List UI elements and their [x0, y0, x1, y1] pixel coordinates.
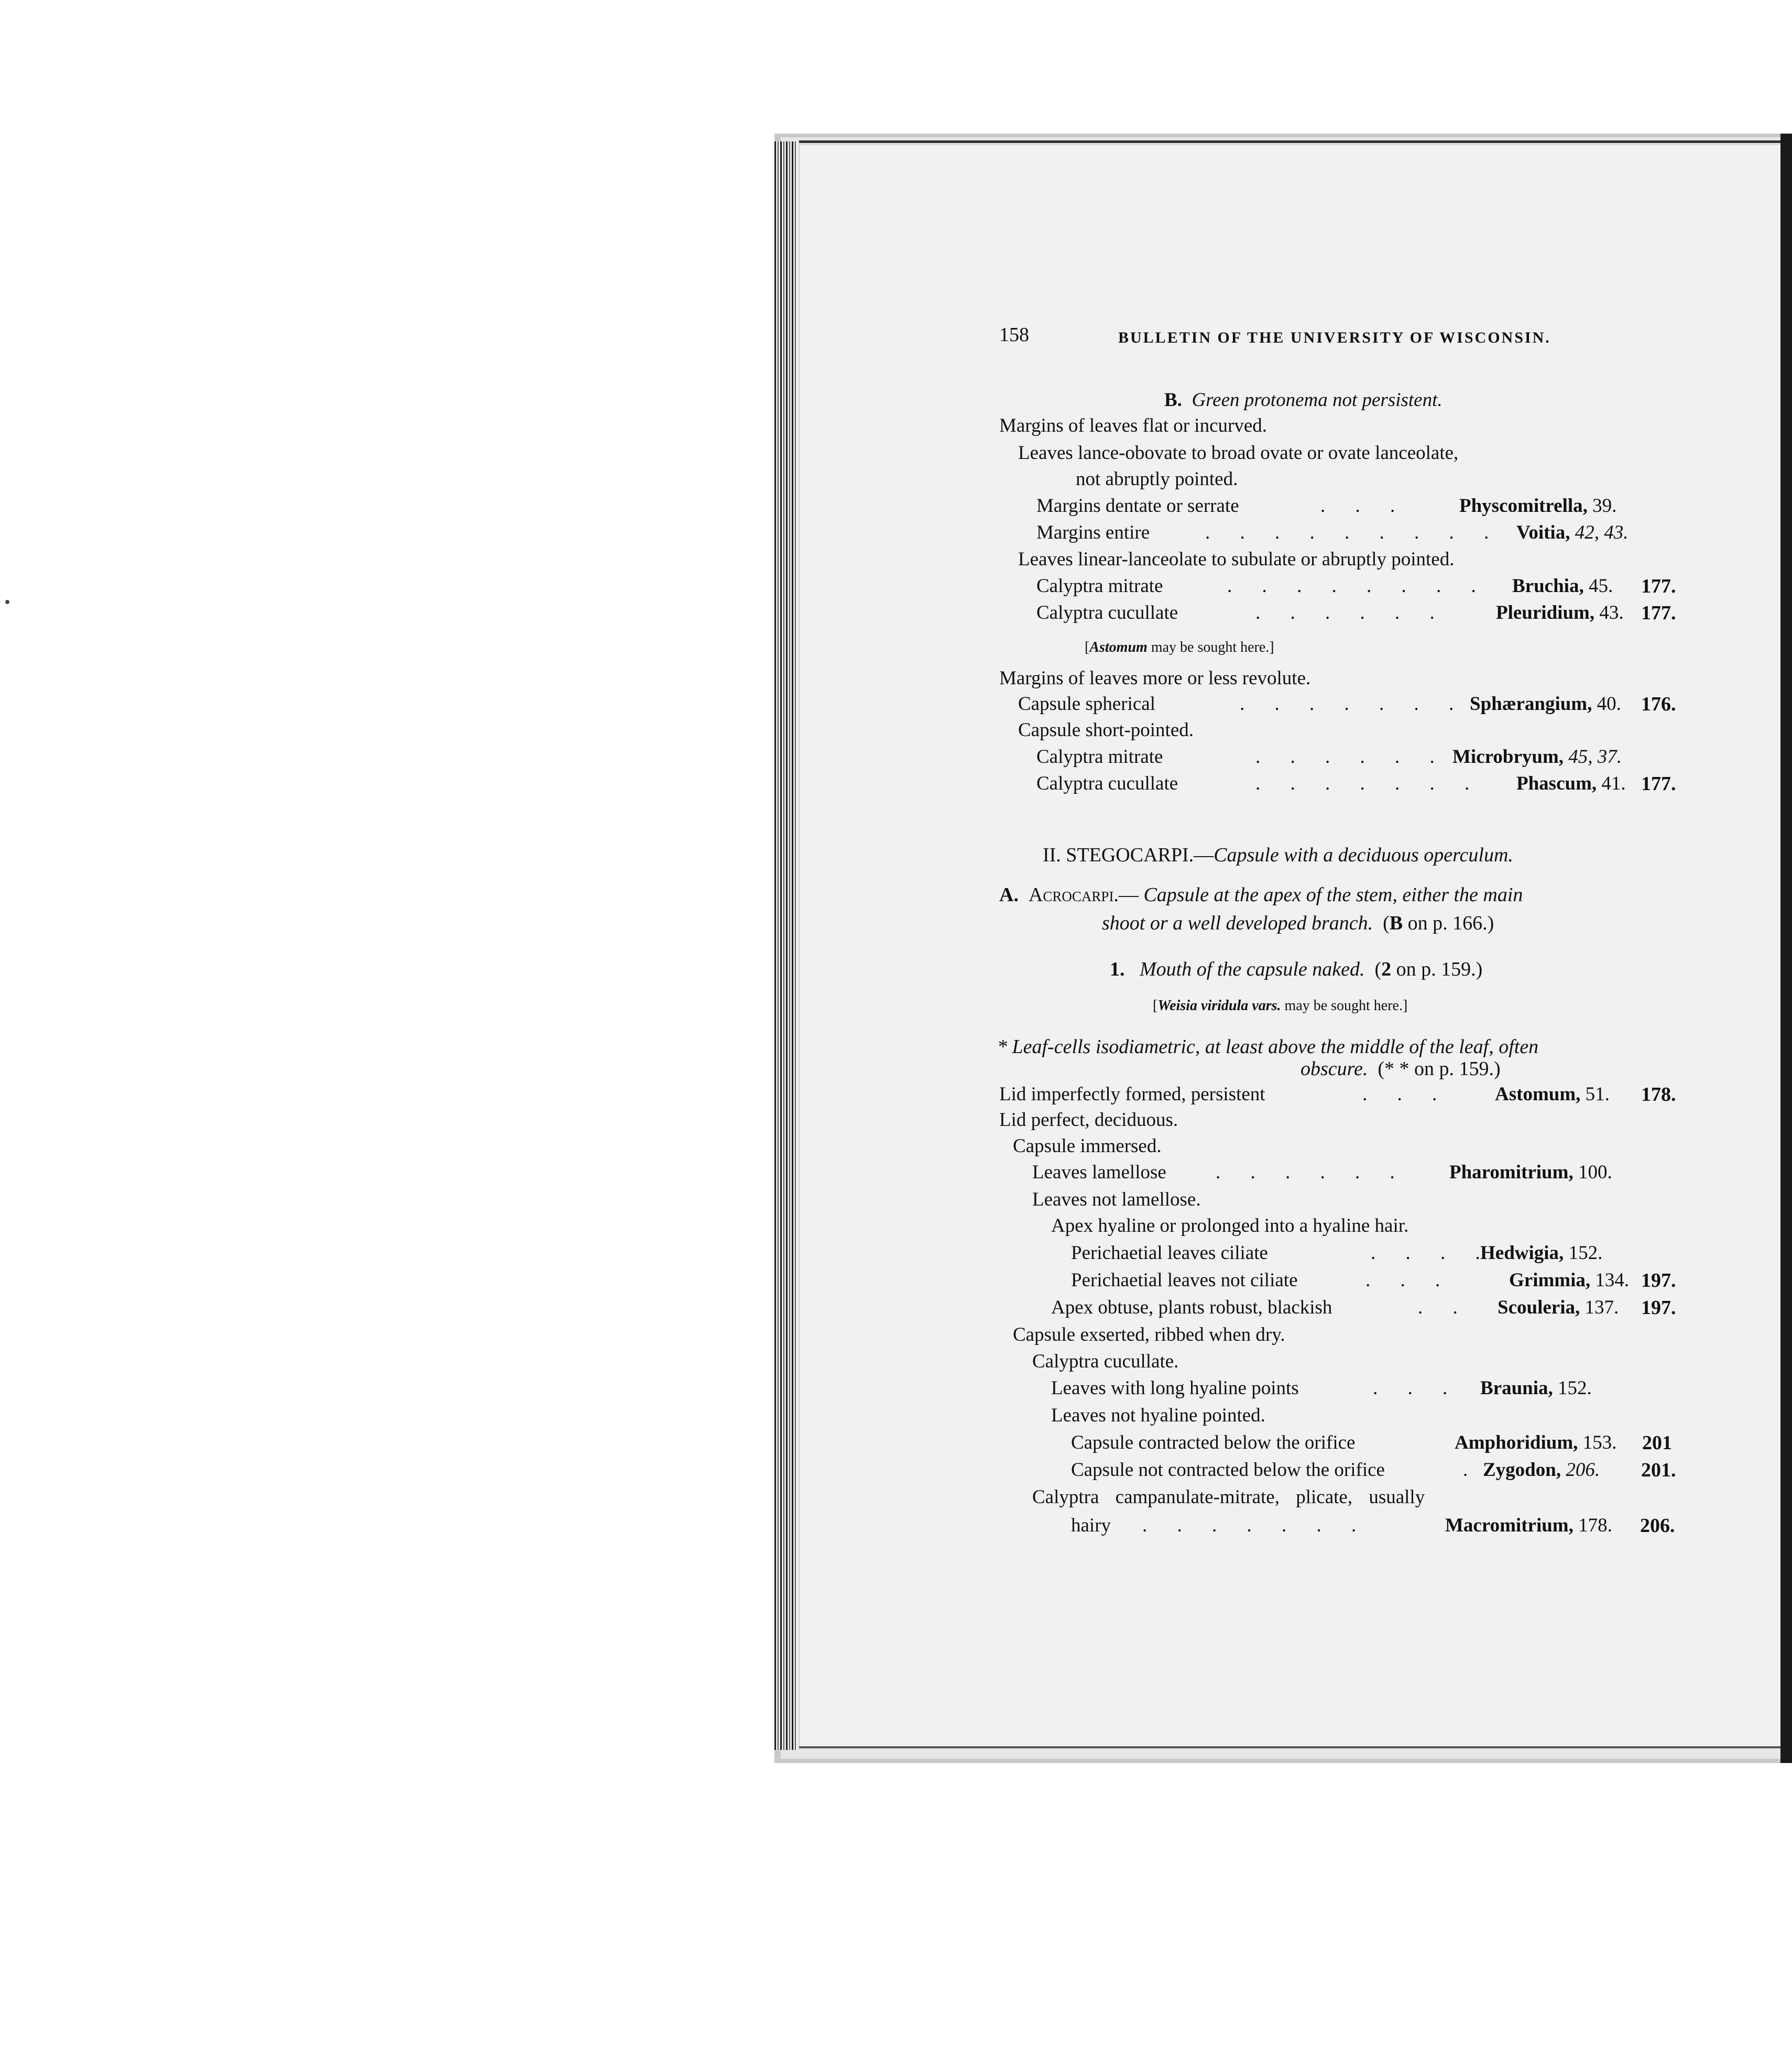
genus-name: Braunia, [1480, 1377, 1553, 1399]
ref-letter: B [1389, 912, 1403, 934]
key-line: Calyptra cucullate [1036, 602, 1178, 623]
genus-name: Scouleria, [1498, 1297, 1580, 1318]
page-top-edge [799, 140, 1784, 143]
page-ref: 100. [1578, 1162, 1612, 1183]
facing-page-edge [1780, 134, 1792, 1763]
genus-entry [1483, 1459, 1600, 1482]
genus-name: Macromitrium, [1445, 1515, 1574, 1536]
leader-dots: . [1463, 1459, 1481, 1481]
bracket: [ [1153, 998, 1158, 1014]
star-desc: Leaf-cells isodiametric, at least above the middle of the leaf, often [1012, 1036, 1539, 1058]
page-number-ref: 177. [1641, 575, 1676, 597]
genus-entry [1470, 693, 1621, 716]
genus-name: Phascum, [1516, 773, 1597, 794]
key-line: Calyptra campanulate-mitrate, plicate, usually [1032, 1486, 1425, 1508]
note-text: may be sought here.] [1151, 639, 1274, 655]
ref-bracket: ( [1383, 912, 1390, 934]
page-ref: 39. [1592, 495, 1617, 517]
star-desc: obscure. [1301, 1058, 1368, 1080]
leader-dots: . . . . . . [1255, 746, 1447, 768]
page-bottom-edge [799, 1746, 1784, 1748]
genus-entry [1452, 746, 1622, 769]
page-number-ref: 177. [1641, 773, 1676, 795]
leader-dots: . . [1418, 1297, 1470, 1318]
genus-name: Physcomitrella, [1459, 495, 1588, 517]
key-line: Margins of leaves flat or incurved. [999, 415, 1267, 436]
subsection-number: 1. [1110, 958, 1125, 980]
genus-entry [1449, 1161, 1612, 1184]
genus-entry [1509, 1269, 1629, 1292]
key-line: Calyptra cucullate. [1032, 1351, 1179, 1372]
key-line: Leaves not hyaline pointed. [1051, 1405, 1265, 1426]
key-line: Leaves lamellose [1032, 1162, 1166, 1183]
star-marker: * [997, 1036, 1007, 1058]
section-desc: shoot or a well developed branch. [1102, 912, 1373, 934]
genus-entry [1495, 1083, 1610, 1106]
ref-text: on p. 159.) [1396, 958, 1483, 980]
section-a-continuation [1102, 912, 1494, 935]
page-ref: 43. [1599, 602, 1624, 623]
page-ref: 51. [1585, 1083, 1610, 1105]
key-line: Leaves lance-obovate to broad ovate or ovate lanceolate, [1018, 442, 1459, 464]
page-number-ref: 201 [1642, 1432, 1672, 1454]
key-line: not abruptly pointed. [1076, 468, 1238, 490]
page-number-ref: 177. [1641, 602, 1676, 624]
key-line: Calyptra cucullate [1036, 773, 1178, 794]
key-line: Leaves not lamellose. [1032, 1189, 1201, 1210]
page-number-ref: 201. [1641, 1459, 1676, 1481]
key-line: Lid perfect, deciduous. [999, 1109, 1178, 1131]
leader-dots: . . . . . . . [1240, 693, 1467, 715]
page-ref: 134. [1595, 1269, 1630, 1291]
genus-entry [1496, 601, 1624, 625]
note-text: may be sought here.] [1284, 998, 1408, 1014]
genus-entry [1516, 521, 1628, 544]
page-ref: 40. [1597, 693, 1621, 715]
leader-dots: . . . [1320, 495, 1408, 517]
page-number-ref: 176. [1641, 693, 1676, 715]
key-line: hairy [1071, 1515, 1111, 1536]
key-line: Margins entire [1036, 522, 1150, 543]
genus-entry [1498, 1296, 1619, 1319]
section-a-heading [999, 883, 1523, 906]
genus-name: Astomum [1089, 639, 1148, 655]
section-desc: Capsule at the apex of the stem, either the main [1143, 884, 1523, 906]
section-b-heading [1164, 389, 1443, 412]
key-line: Margins dentate or serrate [1036, 495, 1239, 517]
running-head: BULLETIN OF THE UNIVERSITY OF WISCONSIN. [1118, 329, 1551, 346]
section-desc: Capsule with a deciduous operculum. [1214, 844, 1513, 866]
genus-name: Voitia, [1516, 522, 1570, 543]
genus-name: Bruchia, [1512, 575, 1584, 597]
leader-dots: . . . . . . [1216, 1162, 1407, 1183]
page-number-ref: 178. [1641, 1083, 1676, 1105]
page-ref: 42, 43. [1575, 522, 1629, 543]
page-number-ref: 206. [1640, 1515, 1675, 1537]
genus-name: Astomum, [1495, 1083, 1581, 1105]
genus-name: Grimmia, [1509, 1269, 1591, 1291]
key-line: Capsule immersed. [1013, 1135, 1162, 1157]
subsection-title: Mouth of the capsule naked. [1140, 958, 1365, 980]
leader-dots: . . . . [1371, 1242, 1493, 1264]
genus-entry [1445, 1514, 1612, 1537]
key-line: Lid imperfectly formed, persistent [999, 1083, 1265, 1105]
genus-name: Zygodon, [1483, 1459, 1561, 1481]
page-number-ref: 197. [1641, 1297, 1676, 1319]
genus-name: Pleuridium, [1496, 602, 1595, 623]
page-number: 158 [999, 324, 1029, 346]
subsection-1-heading [1110, 958, 1482, 981]
leader-dots: . . . . . . . [1142, 1515, 1369, 1536]
genus-name: Pharomitrium, [1449, 1162, 1574, 1183]
key-line: Apex hyaline or prolonged into a hyaline hair. [1051, 1215, 1409, 1236]
page-ref: 206. [1566, 1459, 1600, 1481]
star-continuation [1301, 1057, 1501, 1080]
genus-entry [1459, 495, 1616, 518]
genus-entry [1480, 1242, 1602, 1265]
page-ref: 45. [1588, 575, 1613, 597]
genus-entry [1480, 1377, 1592, 1400]
bracket: [ [1085, 639, 1090, 655]
key-line: Perichaetial leaves ciliate [1071, 1242, 1268, 1264]
page-ref: 137. [1585, 1297, 1619, 1318]
key-line: Perichaetial leaves not ciliate [1071, 1269, 1298, 1291]
bracket-note [1153, 994, 1407, 1017]
key-line: Calyptra mitrate [1036, 575, 1163, 597]
leader-dots: . . . . . . . . [1227, 575, 1489, 597]
page-ref: 153. [1582, 1432, 1617, 1453]
genus-name: Sphærangium, [1470, 693, 1592, 715]
page-number-ref: 197. [1641, 1269, 1676, 1291]
bracket-note [1085, 636, 1274, 659]
star-ref: (* * on p. 159.) [1378, 1058, 1501, 1080]
leader-dots: . . . . . . [1255, 602, 1447, 623]
section-letter: B. [1164, 389, 1182, 411]
page-ref: 41. [1601, 773, 1626, 794]
scan-speck [5, 600, 9, 604]
leader-dots: . . . [1362, 1083, 1450, 1105]
key-line: Calyptra mitrate [1036, 746, 1163, 768]
section-title: Green protonema not persistent. [1192, 389, 1443, 411]
page-ref: 45, 37. [1568, 746, 1622, 768]
star-heading [997, 1035, 1538, 1058]
genus-name: Hedwigia, [1480, 1242, 1564, 1264]
leader-dots: . . . [1373, 1377, 1460, 1399]
genus-name: Microbryum, [1452, 746, 1564, 768]
leader-dots: . . . [1365, 1269, 1453, 1291]
page-ref: 152. [1568, 1242, 1603, 1264]
key-line: Capsule spherical [1018, 693, 1155, 715]
key-line: Capsule not contracted below the orifice [1071, 1459, 1385, 1481]
key-line: Apex obtuse, plants robust, blackish [1051, 1297, 1332, 1318]
leader-dots: . . . . . . . . . [1205, 522, 1502, 543]
key-line: Capsule exserted, ribbed when dry. [1013, 1324, 1285, 1345]
ref-number: 2 [1381, 958, 1392, 980]
page-ref: 152. [1558, 1377, 1592, 1399]
section-label: II. STEGOCARPI.— [1043, 844, 1214, 866]
page-ref: 178. [1578, 1515, 1612, 1536]
key-line: Leaves with long hyaline points [1051, 1377, 1299, 1399]
key-line: Leaves linear-lanceolate to subulate or abruptly pointed. [1018, 549, 1455, 570]
key-line: Capsule contracted below the orifice [1071, 1432, 1356, 1453]
leader-dots: . . . . . . . [1255, 773, 1482, 794]
section-name: Acrocarpi.— [1028, 884, 1139, 906]
genus-entry [1455, 1431, 1616, 1454]
genus-name: Amphoridium, [1455, 1432, 1578, 1453]
section-ii-heading [1043, 844, 1513, 867]
genus-entry [1516, 772, 1626, 795]
ref-text: on p. 166.) [1407, 912, 1494, 934]
ref-bracket: ( [1374, 958, 1382, 980]
key-line: Capsule short-pointed. [1018, 719, 1194, 741]
genus-entry [1512, 575, 1613, 598]
genus-name: Weisia viridula vars. [1157, 998, 1281, 1014]
section-letter: A. [999, 884, 1019, 906]
book-spine [774, 141, 797, 1750]
key-line: Margins of leaves more or less revolute. [999, 667, 1311, 689]
